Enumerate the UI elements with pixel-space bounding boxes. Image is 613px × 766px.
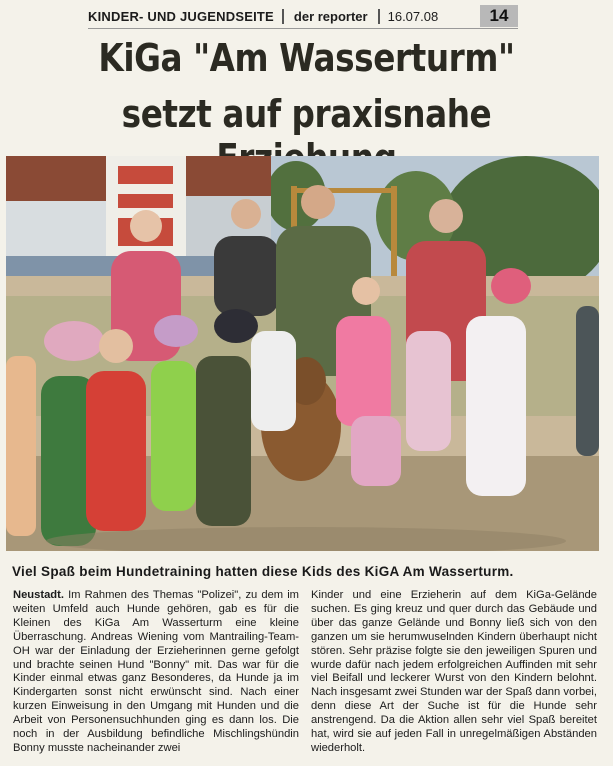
headline-line-2: setzt auf praxisnahe (121, 92, 492, 136)
headline-line-1: KiGa "Am Wasserturm" (98, 36, 515, 80)
article-photo (6, 156, 599, 551)
section-title: KINDER- UND JUGENDSEITE (88, 9, 284, 24)
article-dateline: Neustadt. (13, 589, 64, 601)
newspaper-name: der reporter (284, 9, 380, 24)
photo-caption: Viel Spaß beim Hundetraining hatten diese Kids des KiGA Am Wasserturm. (12, 564, 514, 579)
page-number: 14 (480, 5, 518, 27)
page-header (88, 4, 518, 29)
issue-date: 16.07.08 (387, 8, 439, 24)
article-column-1 (13, 589, 299, 756)
article-text-2: Kinder und eine Erzieherin auf dem KiGa-Gelände suchen. Es ging kreuz und quer durch das Gebäude und über das ganze Gelände und Bonny ließ sich von den ganzen um sie herumwuselnden Kindern überhaupt nicht stören. Sehr präzise folgte sie den jeweiligen Spuren und wurde dafür nach jedem erfolgreichen Auffinden mit sehr viel Beifall und leckerer Wurst von den Kindern belohnt. Nach insgesamt zwei Stunden war der Spaß dann vorbei, denn diese Art der Suche ist für die Hunde sehr anstrengend. Da die Aktion allen sehr viel Spaß bereitet hat, wird sie auf jeden Fall in unregelmäßigen Abständen wiederholt. (311, 589, 597, 754)
article-text-1: Im Rahmen des Themas "Polizei", zu dem im weiten Umfeld auch Hunde gehören, gab es für die Kleinen des KiGa Am Wasserturm eine kleine Überraschung. Andreas Wiening vom Mantrailing-Team-OH war der Einladung der Erzieherinnen gerne gefolgt und brachte seinen Hund "Bonny" mit. Das war für die Kinder einmal etwas ganz Besonderes, da Hunde ja im Kindergarten sonst nicht erwünscht sind. Nach einer kurzen Einweisung in den Umgang mit Hunden und die Arbeit von Personensuchhunden ging es dann los. Die noch in der Ausbildung befindliche Mischlingshündin Bonny musste nacheinander zwei (13, 589, 299, 754)
article-column-2 (311, 589, 597, 756)
